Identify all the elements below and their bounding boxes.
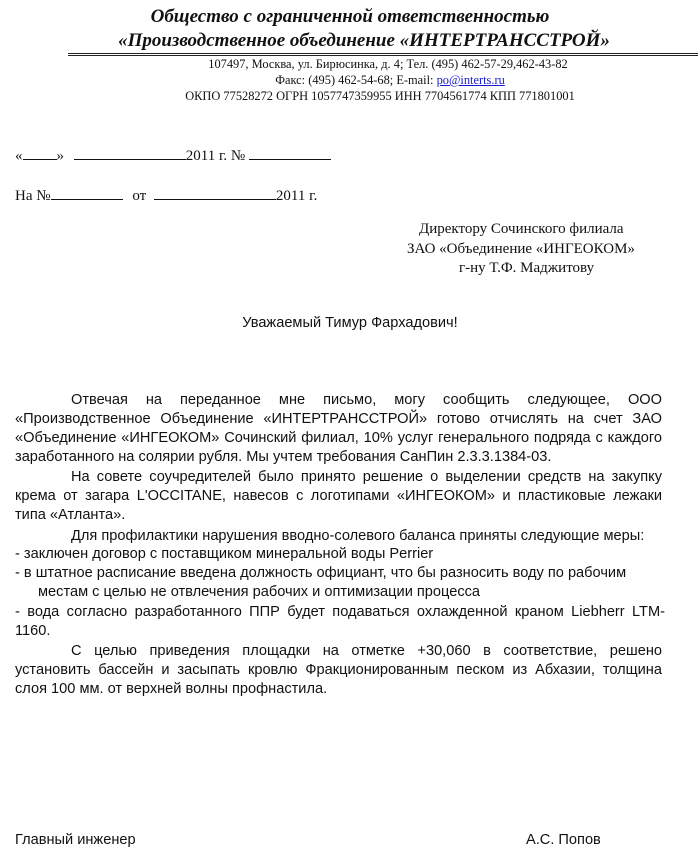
incoming-prefix: На № bbox=[15, 188, 51, 204]
outgoing-ref bbox=[15, 146, 331, 165]
recipient-line3: г-ну Т.Ф. Маджитову bbox=[459, 260, 595, 276]
email-link[interactable]: po@interts.ru bbox=[436, 73, 505, 87]
recipient-line2: ЗАО «Объединение «ИНГЕОКОМ» bbox=[407, 241, 635, 257]
outgoing-number-blank bbox=[249, 146, 331, 160]
company-name-line2: «Производственное объединение «ИНТЕРТРАНССТРОЙ» bbox=[118, 30, 610, 51]
company-name-line1: Общество с ограниченной ответственностью bbox=[150, 6, 550, 27]
list-item-1: - заключен договор с поставщиком минеральной воды Perrier bbox=[15, 546, 434, 562]
letterhead-rule-bottom bbox=[68, 55, 698, 56]
body-paragraph-1: Отвечая на переданное мне письмо, могу сообщить следующее, ООО «Производственное Объединение «ИНТЕРТРАНССТРОЙ» готово отчислять на счет ЗАО «Объединение «ИНГЕОКОМ» Сочинский филиал, 10% услуг генерального подряда с каждого заработанного на солярии рубля. Мы учтем требования СанПин 2.3.3.1384-03. bbox=[15, 392, 662, 465]
recipient-line1: Директору Сочинского филиала bbox=[419, 221, 624, 237]
list-item-2-line2: местам с целью не отвлечения рабочих и оптимизации процесса bbox=[38, 584, 481, 600]
close-quote: » bbox=[56, 148, 64, 164]
incoming-number-blank bbox=[51, 186, 123, 200]
list-item-3: - вода согласно разработанного ППР будет подаваться охлажденной краном Liebherr LTM-1160. bbox=[15, 604, 665, 639]
fax-text: Факс: (495) 462-54-68; E-mail: bbox=[275, 73, 437, 87]
day-blank bbox=[23, 146, 57, 160]
company-codes: ОКПО 77528272 ОГРН 1057747359955 ИНН 7704561774 КПП 771801001 bbox=[185, 89, 575, 103]
company-fax-email bbox=[40, 73, 700, 88]
incoming-from: от bbox=[132, 188, 147, 204]
signatory-name: А.С. Попов bbox=[526, 832, 601, 848]
outgoing-year: 2011 г. № bbox=[185, 148, 246, 164]
signatory-position: Главный инженер bbox=[15, 832, 136, 848]
incoming-year: 2011 г. bbox=[275, 188, 318, 204]
body-paragraph-2: На совете соучредителей было принято решение о выделении средств на закупку крема от загара L'OCCITANE, навесов с логотипами «ИНГЕОКОМ» и пластиковые лежаки типа «Атланта». bbox=[15, 469, 662, 523]
incoming-ref bbox=[15, 186, 317, 205]
salutation: Уважаемый Тимур Фархадович! bbox=[242, 315, 458, 331]
month-blank bbox=[74, 146, 186, 160]
open-quote: « bbox=[15, 148, 23, 164]
letterhead-rule-top bbox=[68, 53, 698, 54]
company-address: 107497, Москва, ул. Бирюсинка, д. 4; Тел. (495) 462-57-29,462-43-82 bbox=[208, 57, 568, 71]
incoming-date-blank bbox=[154, 186, 276, 200]
list-item-2-line1: - в штатное расписание введена должность официант, что бы разносить воду по рабочим bbox=[15, 565, 627, 581]
body-paragraph-3: Для профилактики нарушения вводно-солевого баланса приняты следующие меры: bbox=[71, 528, 645, 544]
body-paragraph-4: С целью приведения площадки на отметке +30,060 в соответствие, решено установить бассейн и засыпать кровлю Фракционированным песком из Абхазии, толщина слоя 100 мм. от верхней волны профнастила. bbox=[15, 643, 662, 697]
